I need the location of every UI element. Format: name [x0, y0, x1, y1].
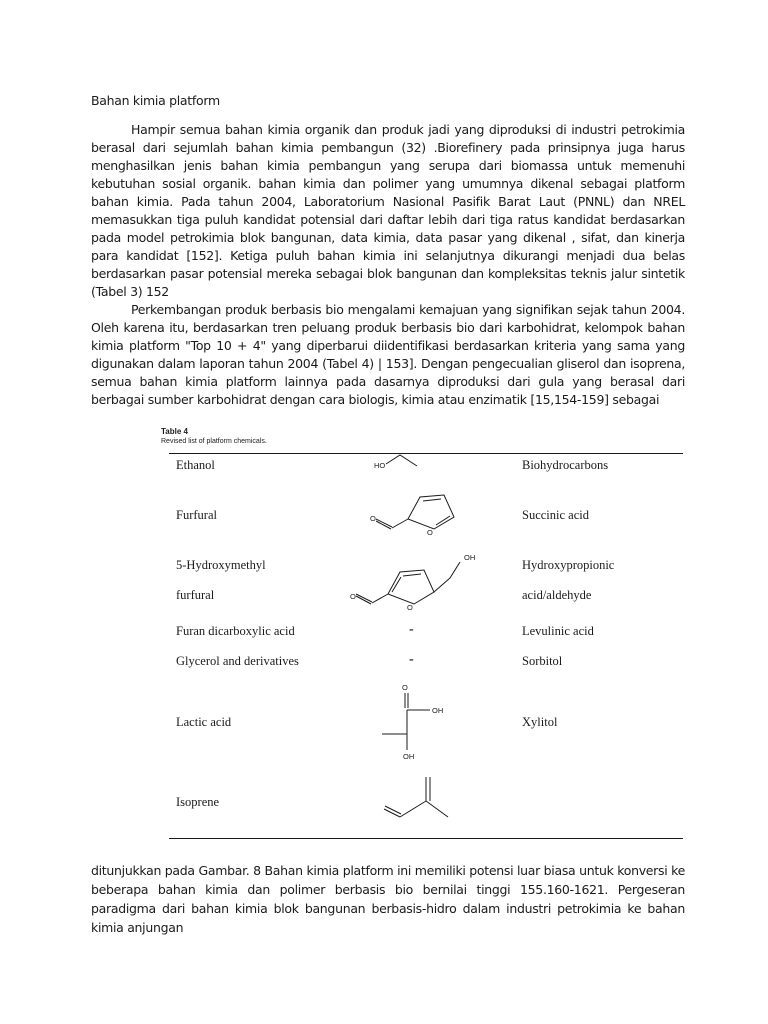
table-cell-glycerol: Glycerol and derivatives [176, 654, 299, 668]
table-cell-acid-aldehyde: acid/aldehyde [522, 588, 592, 602]
hmf-oh-label: OH [464, 553, 476, 562]
table-bottom-rule [169, 838, 683, 839]
section-heading: Bahan kimia platform [91, 93, 220, 108]
ethanol-structure [372, 450, 442, 480]
lactic-acid-structure [374, 680, 464, 766]
table-cell-ethanol: Ethanol [176, 458, 215, 472]
ethanol-ho-label: HO [374, 461, 386, 470]
paragraph-1: Hampir semua bahan kimia organik dan produk jadi yang diproduksi di industri petrokimia berasal dari sejumlah bahan kimia pembangun (32) .Biorefinery pada prinsipnya juga harus menghasilkan jenis bahan kimia pembangun yang serupa dari biomassa untuk memenuhi kebutuhan sosial organik. bahan kimia dan polimer yang umumnya dikenal sebagai platform bahan kimia. Pada tahun 2004, Laboratorium Nasional Pasifik Barat Laut (PNNL) dan NREL memasukkan tiga puluh kandidat potensial dari daftar lebih dari tiga ratus kandidat berdasarkan pada model petrokimia blok bangunan, data kimia, data pasar yang dikenal , sifat, dan kinerja para kandidat [152]. Ketiga puluh bahan kimia ini selanjutnya dikurangi menjadi dua belas berdasarkan pasar potensial mereka sebagai blok bangunan dan kompleksitas teknis jalur sintetik (Tabel 3) 152 [91, 122, 685, 299]
table-cell-levulinic-acid: Levulinic acid [522, 624, 594, 638]
lactic-o-label: O [402, 683, 408, 692]
table-cell-furfural: Furfural [176, 508, 217, 522]
paragraph-2: Perkembangan produk berbasis bio mengalami kemajuan yang signifikan sejak tahun 2004. Oleh karena itu, berdasarkan tren peluang produk berbasis bio dari karbohidrat, kelompok bahan kimia platform "Top 10 + 4" yang diperbarui diidentifikasi berdasarkan kriteria yang sama yang digunakan dalam laporan tahun 2004 (Tabel 4) | 153]. Dengan pengecualian gliserol dan isoprena, semua bahan kimia platform lainnya pada dasarnya diproduksi dari gula yang berasal dari berbagai sumber karbohidrat dengan cara biologis, kimia atau enzimatik [15,154-159] sebagai [91, 302, 685, 407]
lactic-oh-top-label: OH [432, 706, 444, 715]
table-cell-furfural-2: furfural [176, 588, 215, 602]
table-cell-dash-2: - [409, 652, 414, 667]
furfural-o-label: O [370, 514, 376, 523]
paragraph-3: ditunjukkan pada Gambar. 8 Bahan kimia platform ini memiliki potensi luar biasa untuk konversi ke beberapa bahan kimia dan polimer berbasis bio bernilai tinggi 155.160-1621. Pergeseran paradigma dari bahan kimia blok bangunan berbasis-hidro dalam industri petrokimia ke bahan kimia anjungan [91, 863, 685, 935]
furfural-ring-o-label: O [427, 528, 433, 537]
table-cell-furan-dicarboxylic-acid: Furan dicarboxylic acid [176, 624, 295, 638]
furfural-structure [370, 485, 465, 535]
hmf-ring-o-label: O [407, 603, 413, 612]
table-caption: Revised list of platform chemicals. [161, 438, 267, 445]
table-cell-xylitol: Xylitol [522, 715, 558, 729]
table-cell-lactic-acid: Lactic acid [176, 715, 232, 729]
table-cell-succinic-acid: Succinic acid [522, 508, 589, 522]
table-cell-isoprene: Isoprene [176, 795, 220, 809]
isoprene-structure [382, 775, 452, 825]
table-cell-biohydrocarbons: Biohydrocarbons [522, 458, 609, 472]
table-title: Table 4 [161, 427, 188, 436]
table-cell-dash-1: - [409, 622, 414, 637]
lactic-oh-bottom-label: OH [403, 752, 415, 761]
table-cell-hydroxypropionic: Hydroxypropionic [522, 558, 615, 572]
table-cell-sorbitol: Sorbitol [522, 654, 563, 668]
table-cell-5-hydroxymethyl: 5-Hydroxymethyl [176, 558, 266, 572]
hmf-structure [348, 548, 488, 610]
hmf-o-label: O [350, 592, 356, 601]
table-header [161, 427, 267, 446]
